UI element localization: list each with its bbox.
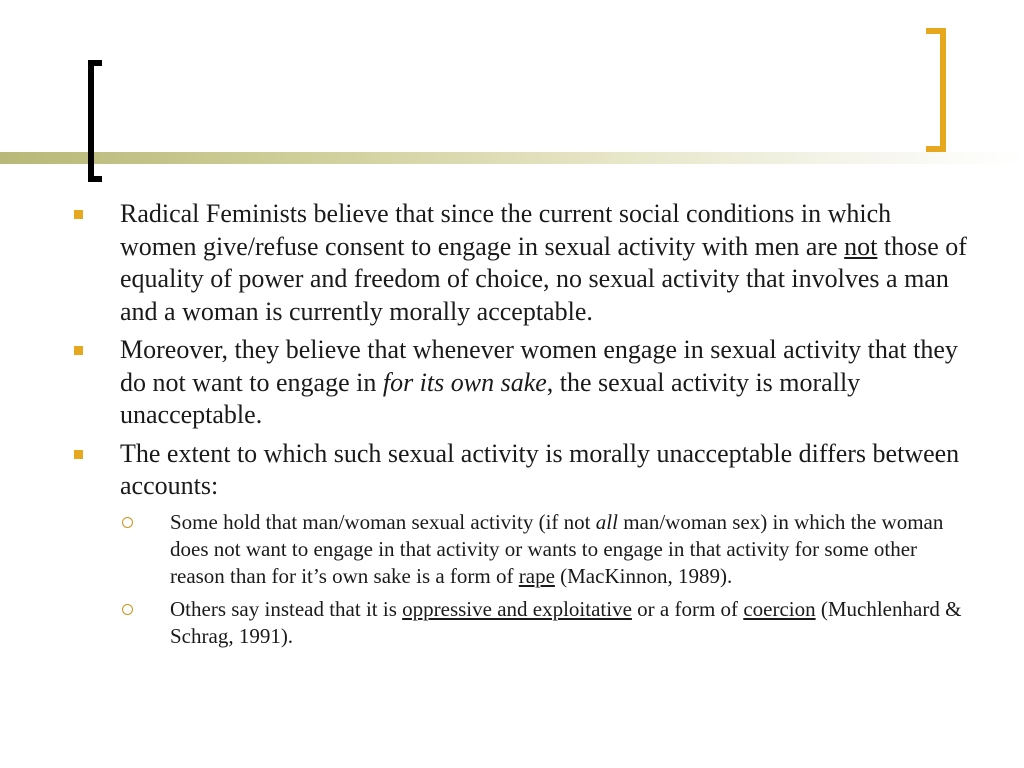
right-bracket-decoration	[926, 28, 946, 152]
circle-bullet-icon	[122, 604, 133, 615]
bullet-item	[74, 438, 974, 503]
square-bullet-icon	[74, 346, 83, 355]
left-bracket-decoration	[88, 60, 102, 182]
header-gradient-bar	[0, 152, 1024, 164]
sub-bullet-text: Others say instead that it is oppressive and exploitative or a form of coercion (Muchlenhard & Schrag, 1991).	[170, 596, 962, 648]
bullet-text: The extent to which such sexual activity is morally unacceptable differs between accounts:	[120, 438, 960, 500]
bullet-text: Moreover, they believe that whenever women engage in sexual activity that they do not want to engage in for its own sake, the sexual activity is morally unacceptable.	[120, 335, 958, 429]
square-bullet-icon	[74, 210, 83, 219]
sub-bullet-item	[74, 596, 974, 650]
bullet-text: Radical Feminists believe that since the current social conditions in which women give/refuse consent to engage in sexual activity with men are not those of equality of power and freedom of choice, no sexual activity that involves a man and a woman is currently morally acceptable.	[120, 199, 967, 326]
sub-bullet-text: Some hold that man/woman sexual activity (if not all man/woman sex) in which the woman does not want to engage in that activity or wants to engage in that activity for some other reason than for it’s own sake is a form of rape (MacKinnon, 1989).	[170, 509, 944, 588]
square-bullet-icon	[74, 450, 83, 459]
circle-bullet-icon	[122, 517, 133, 528]
slide-content	[74, 198, 974, 656]
bullet-item	[74, 334, 974, 432]
bullet-item	[74, 198, 974, 328]
sub-bullet-item	[74, 509, 974, 590]
